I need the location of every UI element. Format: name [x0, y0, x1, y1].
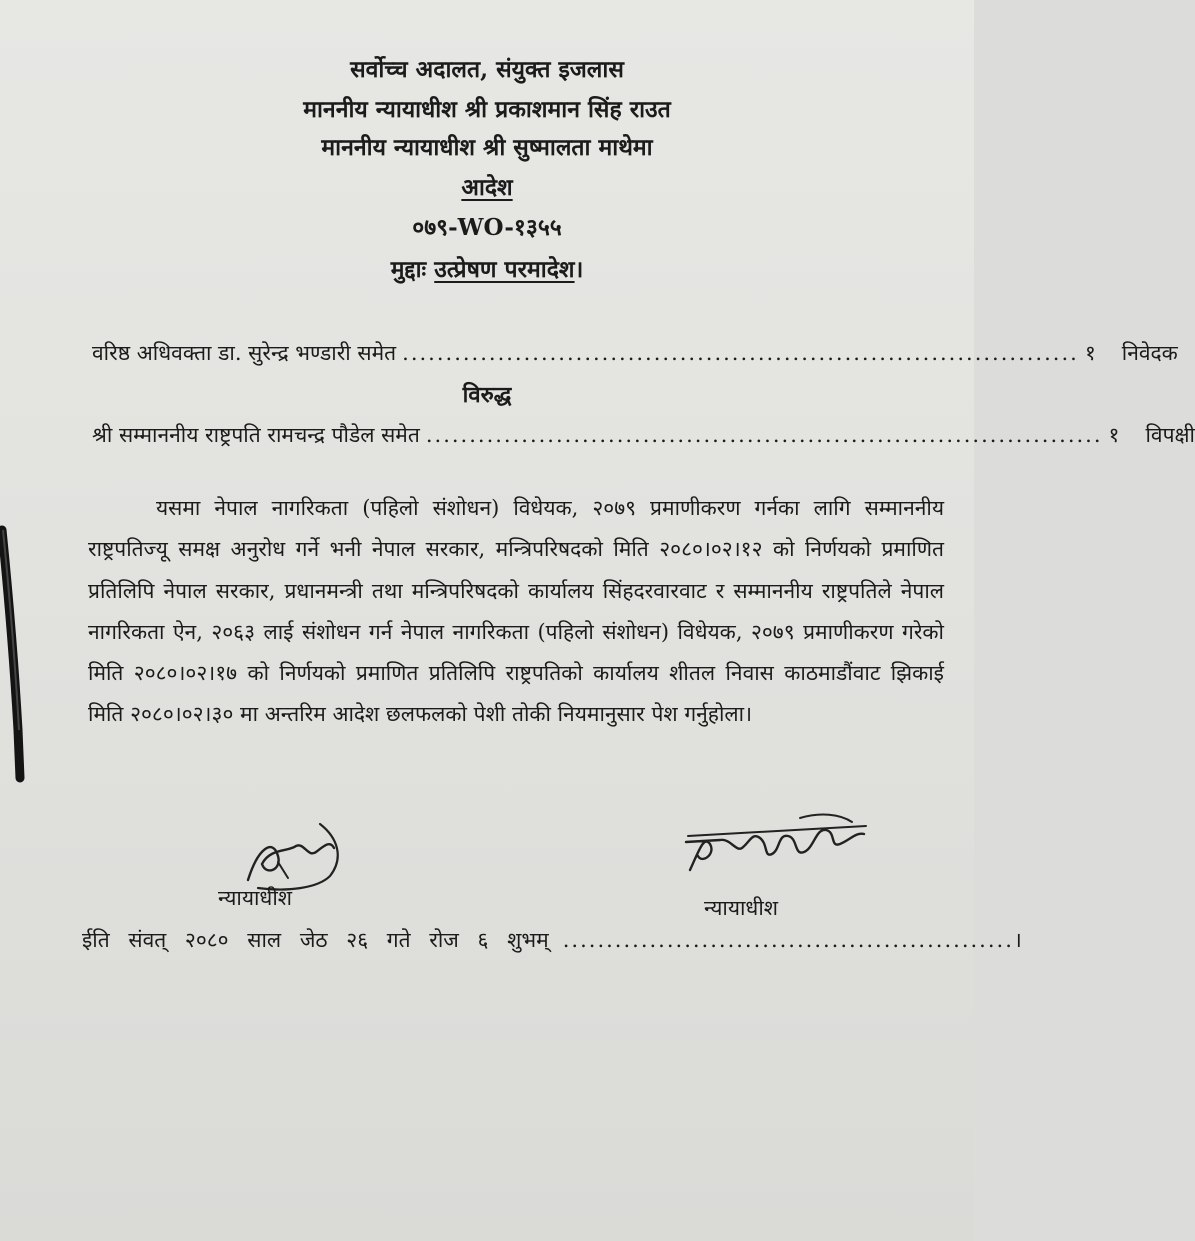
court-name: सर्वोच्च अदालत, संयुक्त इजलास [350, 56, 624, 83]
respondent-dots: .............................................................................. [425, 423, 1103, 447]
right-signature [680, 808, 870, 888]
petitioner-dots: .............................................................................. [402, 341, 1079, 365]
right-signature-label: न्यायाधीश [704, 896, 779, 920]
respondent-line [92, 421, 1195, 449]
footer-end-mark: । [1013, 928, 1022, 952]
judge-2-name: माननीय न्यायाधीश श्री सुष्मालता माथेमा [321, 134, 653, 161]
petitioner-role: निवेदक [1121, 341, 1178, 365]
left-signature-label: न्यायाधीश [218, 886, 293, 910]
case-subject: उत्प्रेषण परमादेश [434, 256, 575, 283]
judge-1-name: माननीय न्यायाधीश श्री प्रकाशमान सिंह राउत [303, 96, 671, 123]
case-prefix: मुद्दाः [390, 256, 427, 283]
petitioner-count: १ [1084, 341, 1096, 365]
petitioner-line [92, 339, 1178, 367]
respondent-role: विपक्षी [1145, 423, 1195, 447]
versus-label: विरुद्ध [462, 382, 512, 408]
petitioner-name: वरिष्ठ अधिवक्ता डा. सुरेन्द्र भण्डारी समेत [92, 341, 397, 365]
binding-cord [0, 530, 30, 790]
respondent-name: श्री सम्माननीय राष्ट्रपति रामचन्द्र पौडेल समेत [92, 423, 420, 447]
case-suffix: । [574, 256, 584, 283]
footer-date-line [82, 926, 1022, 954]
order-title: आदेश [461, 174, 513, 201]
case-subject-line [0, 252, 974, 284]
footer-dots: .................................................... [562, 928, 1014, 952]
footer-date-text: ईति संवत् २०८० साल जेठ २६ गते रोज ६ शुभम् [82, 928, 549, 952]
respondent-count: १ [1108, 423, 1120, 447]
case-number: ०७९-WO-१३५५ [412, 214, 562, 241]
order-paragraph: यसमा नेपाल नागरिकता (पहिलो संशोधन) विधेयक, २०७९ प्रमाणीकरण गर्नका लागि सम्माननीय राष्ट्रपतिज्यू समक्ष अनुरोध गर्ने भनी नेपाल सरकार, मन्त्रिपरिषदको मिति २०८०।०२।१२ को निर्णयको प्रमाणित प्रतिलिपि नेपाल सरकार, प्रधानमन्त्री तथा मन्त्रिपरिषदको कार्यालय सिंहदरवारवाट र सम्माननीय राष्ट्रपतिले नेपाल नागरिकता ऐन, २०६३ लाई संशोधन गर्न नेपाल नागरिकता (पहिलो संशोधन) विधेयक, २०७९ प्रमाणीकरण गरेको मिति २०८०।०२।१७ को निर्णयको प्रमाणित प्रतिलिपि राष्ट्रपतिको कार्यालय शीतल निवास काठमाडौंवाट झिकाई मिति २०८०।०२।३० मा अन्तरिम आदेश छलफलको पेशी तोकी नियमानुसार पेश गर्नुहोला। [88, 496, 944, 727]
